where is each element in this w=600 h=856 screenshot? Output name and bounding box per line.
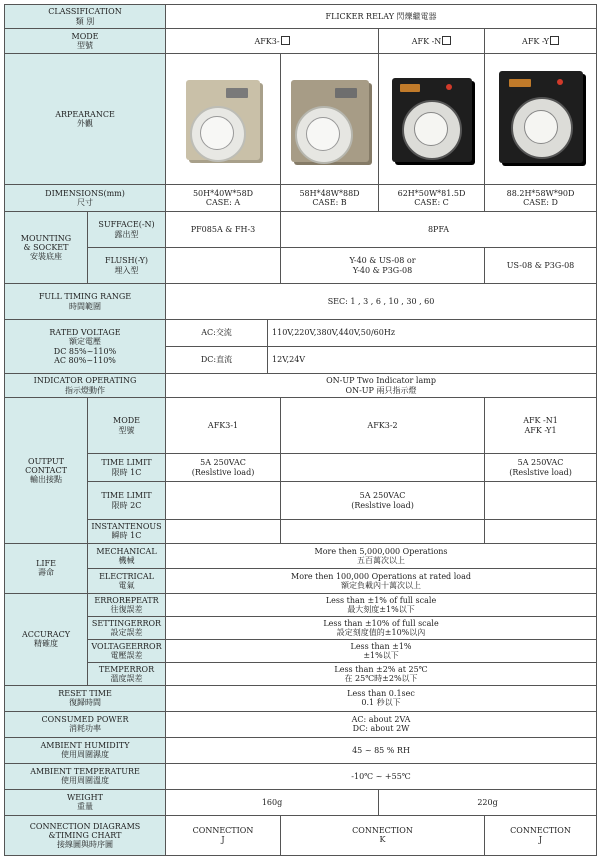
tl1c-rating-3: 5A 250VAC (Reslstive load) xyxy=(485,454,597,482)
relay-image-d xyxy=(485,54,597,185)
connection-j-2[interactable]: CONNECTION J xyxy=(485,815,597,855)
setting-error-value: Less than ±10% of full scale 設定刻度值的±10%以內 xyxy=(166,616,597,639)
output-label: OUTPUT CONTACT 輸出接點 xyxy=(5,398,88,544)
weight-value-1: 160g xyxy=(166,789,379,815)
setting-error-label: SETTINGERROR 設定誤差 xyxy=(88,616,166,639)
temperature-label: AMBIENT TEMPERATURE 使用周圍溫度 xyxy=(5,763,166,789)
dimensions-label: DIMENSIONS(mm) 尺寸 xyxy=(5,185,166,212)
power-value: AC: about 2VA DC: about 2W xyxy=(166,711,597,737)
inst-empty-3 xyxy=(485,519,597,543)
output-mode-2: AFK3-2 xyxy=(281,398,485,454)
temp-error-value: Less than ±2% at 25℃ 在 25℃時±2%以下 xyxy=(166,662,597,685)
reset-value: Less than 0.1sec 0.1 秒以下 xyxy=(166,685,597,711)
life-label: LIFE 壽命 xyxy=(5,543,88,593)
indicator-label: INDICATOR OPERATING 指示燈動作 xyxy=(5,374,166,398)
repeat-error-label: ERRORE̶PEATR 往復誤差 xyxy=(88,593,166,616)
spec-table xyxy=(4,4,597,856)
instantaneous-label: INSTANTENOUS 瞬時 1C xyxy=(88,519,166,543)
electrical-value: More then 100,000 Operations at rated load 額定負載內十萬次以上 xyxy=(166,568,597,593)
voltage-label: RATED VOLTAGE 額定電壓 DC 85%~110% AC 80%~110% xyxy=(5,320,166,374)
tl1c-rating-1: 5A 250VAC (Reslstive load) xyxy=(166,454,281,482)
surface-label: SUFFACE(-N) 露出型 xyxy=(88,212,166,248)
ac-label: AC:交流 xyxy=(166,320,268,347)
timing-value: SEC: 1 , 3 , 6 , 10 , 30 , 60 xyxy=(166,284,597,320)
relay-image-a xyxy=(166,54,281,185)
classification-value: FLICKER RELAY 閃爍繼電器 xyxy=(166,5,597,29)
mode-afky: AFK -Y xyxy=(485,29,597,54)
time-limit-2c-label: TIME LIMIT 限時 2C xyxy=(88,482,166,520)
voltage-error-value: Less than ±1% ±1%以下 xyxy=(166,639,597,662)
tl2c-empty-1 xyxy=(166,482,281,520)
mounting-label: MOUNTING & SOCKET 安裝底座 xyxy=(5,212,88,284)
temp-error-label: TEMPERROR 溫度誤差 xyxy=(88,662,166,685)
dimension-a: 50H*40W*58D CASE: A xyxy=(166,185,281,212)
checkbox-icon xyxy=(442,36,451,45)
relay-image-c xyxy=(379,54,485,185)
mode-afk3: AFK3- xyxy=(166,29,379,54)
connection-label: CONNECTION DIAGRAMS &TIMING CHART 接線圖與時序圖 xyxy=(5,815,166,855)
connection-k-1[interactable]: CONNECTION K xyxy=(281,815,485,855)
reset-label: RESET TIME 復歸時間 xyxy=(5,685,166,711)
classification-label: CLASSIFICATION 類 別 xyxy=(5,5,166,29)
temperature-value: -10℃ ~ +55℃ xyxy=(166,763,597,789)
mechanical-value: More then 5,000,000 Operations 五百萬次以上 xyxy=(166,543,597,568)
humidity-label: AMBIENT HUMIDITY 使用周圍濕度 xyxy=(5,737,166,763)
power-label: CONSUMED POWER 消耗功率 xyxy=(5,711,166,737)
relay-image-b xyxy=(281,54,379,185)
appearance-label: ARPEARANCE 外觀 xyxy=(5,54,166,185)
output-mode-1: AFK3-1 xyxy=(166,398,281,454)
surface-socket-1: PF085A & FH-3 xyxy=(166,212,281,248)
dimension-c: 62H*50W*81.5D CASE: C xyxy=(379,185,485,212)
mechanical-label: MECHANICAL 機械 xyxy=(88,543,166,568)
tl2c-empty-3 xyxy=(485,482,597,520)
inst-empty-1 xyxy=(166,519,281,543)
repeat-error-value: Less than ±1% of full scale 最大刻度±1%以下 xyxy=(166,593,597,616)
dc-label: DC:直流 xyxy=(166,347,268,374)
timing-label: FULL TIMING RANGE 時間範圍 xyxy=(5,284,166,320)
weight-value-2: 220g xyxy=(379,789,597,815)
accuracy-label: ACCURACY 精確度 xyxy=(5,593,88,685)
weight-label: WEIGHT 重量 xyxy=(5,789,166,815)
checkbox-icon xyxy=(550,36,559,45)
dimension-d: 88.2H*58W*90D CASE: D xyxy=(485,185,597,212)
output-mode-3: AFK -N1 AFK -Y1 xyxy=(485,398,597,454)
flush-empty-1 xyxy=(166,248,281,284)
mode-afkn: AFK -N xyxy=(379,29,485,54)
checkbox-icon xyxy=(281,36,290,45)
flush-socket-1: Y-40 & US-08 or Y-40 & P3G-08 xyxy=(281,248,485,284)
tl1c-empty-2 xyxy=(281,454,485,482)
electrical-label: ELECTRICAL 電氣 xyxy=(88,568,166,593)
flush-socket-2: US-08 & P3G-08 xyxy=(485,248,597,284)
mode-label: MODE 型號 xyxy=(5,29,166,54)
inst-empty-2 xyxy=(281,519,485,543)
connection-j-1[interactable]: CONNECTION J xyxy=(166,815,281,855)
dc-value: 12V,24V xyxy=(268,347,597,374)
humidity-value: 45 ~ 85 % RH xyxy=(166,737,597,763)
ac-value: 110V,220V,380V,440V,50/60Hz xyxy=(268,320,597,347)
output-mode-label: MODE 型號 xyxy=(88,398,166,454)
time-limit-1c-label: TIME LIMIT 限時 1C xyxy=(88,454,166,482)
surface-socket-2: 8PFA xyxy=(281,212,597,248)
tl2c-rating-2: 5A 250VAC (Reslstive load) xyxy=(281,482,485,520)
indicator-value: ON-UP Two Indicator lamp ON-UP 兩只指示燈 xyxy=(166,374,597,398)
voltage-error-label: VOLTAGEERROR 電壓誤差 xyxy=(88,639,166,662)
flush-label: FLUSH(-Y) 埋入型 xyxy=(88,248,166,284)
dimension-b: 58H*48W*88D CASE: B xyxy=(281,185,379,212)
